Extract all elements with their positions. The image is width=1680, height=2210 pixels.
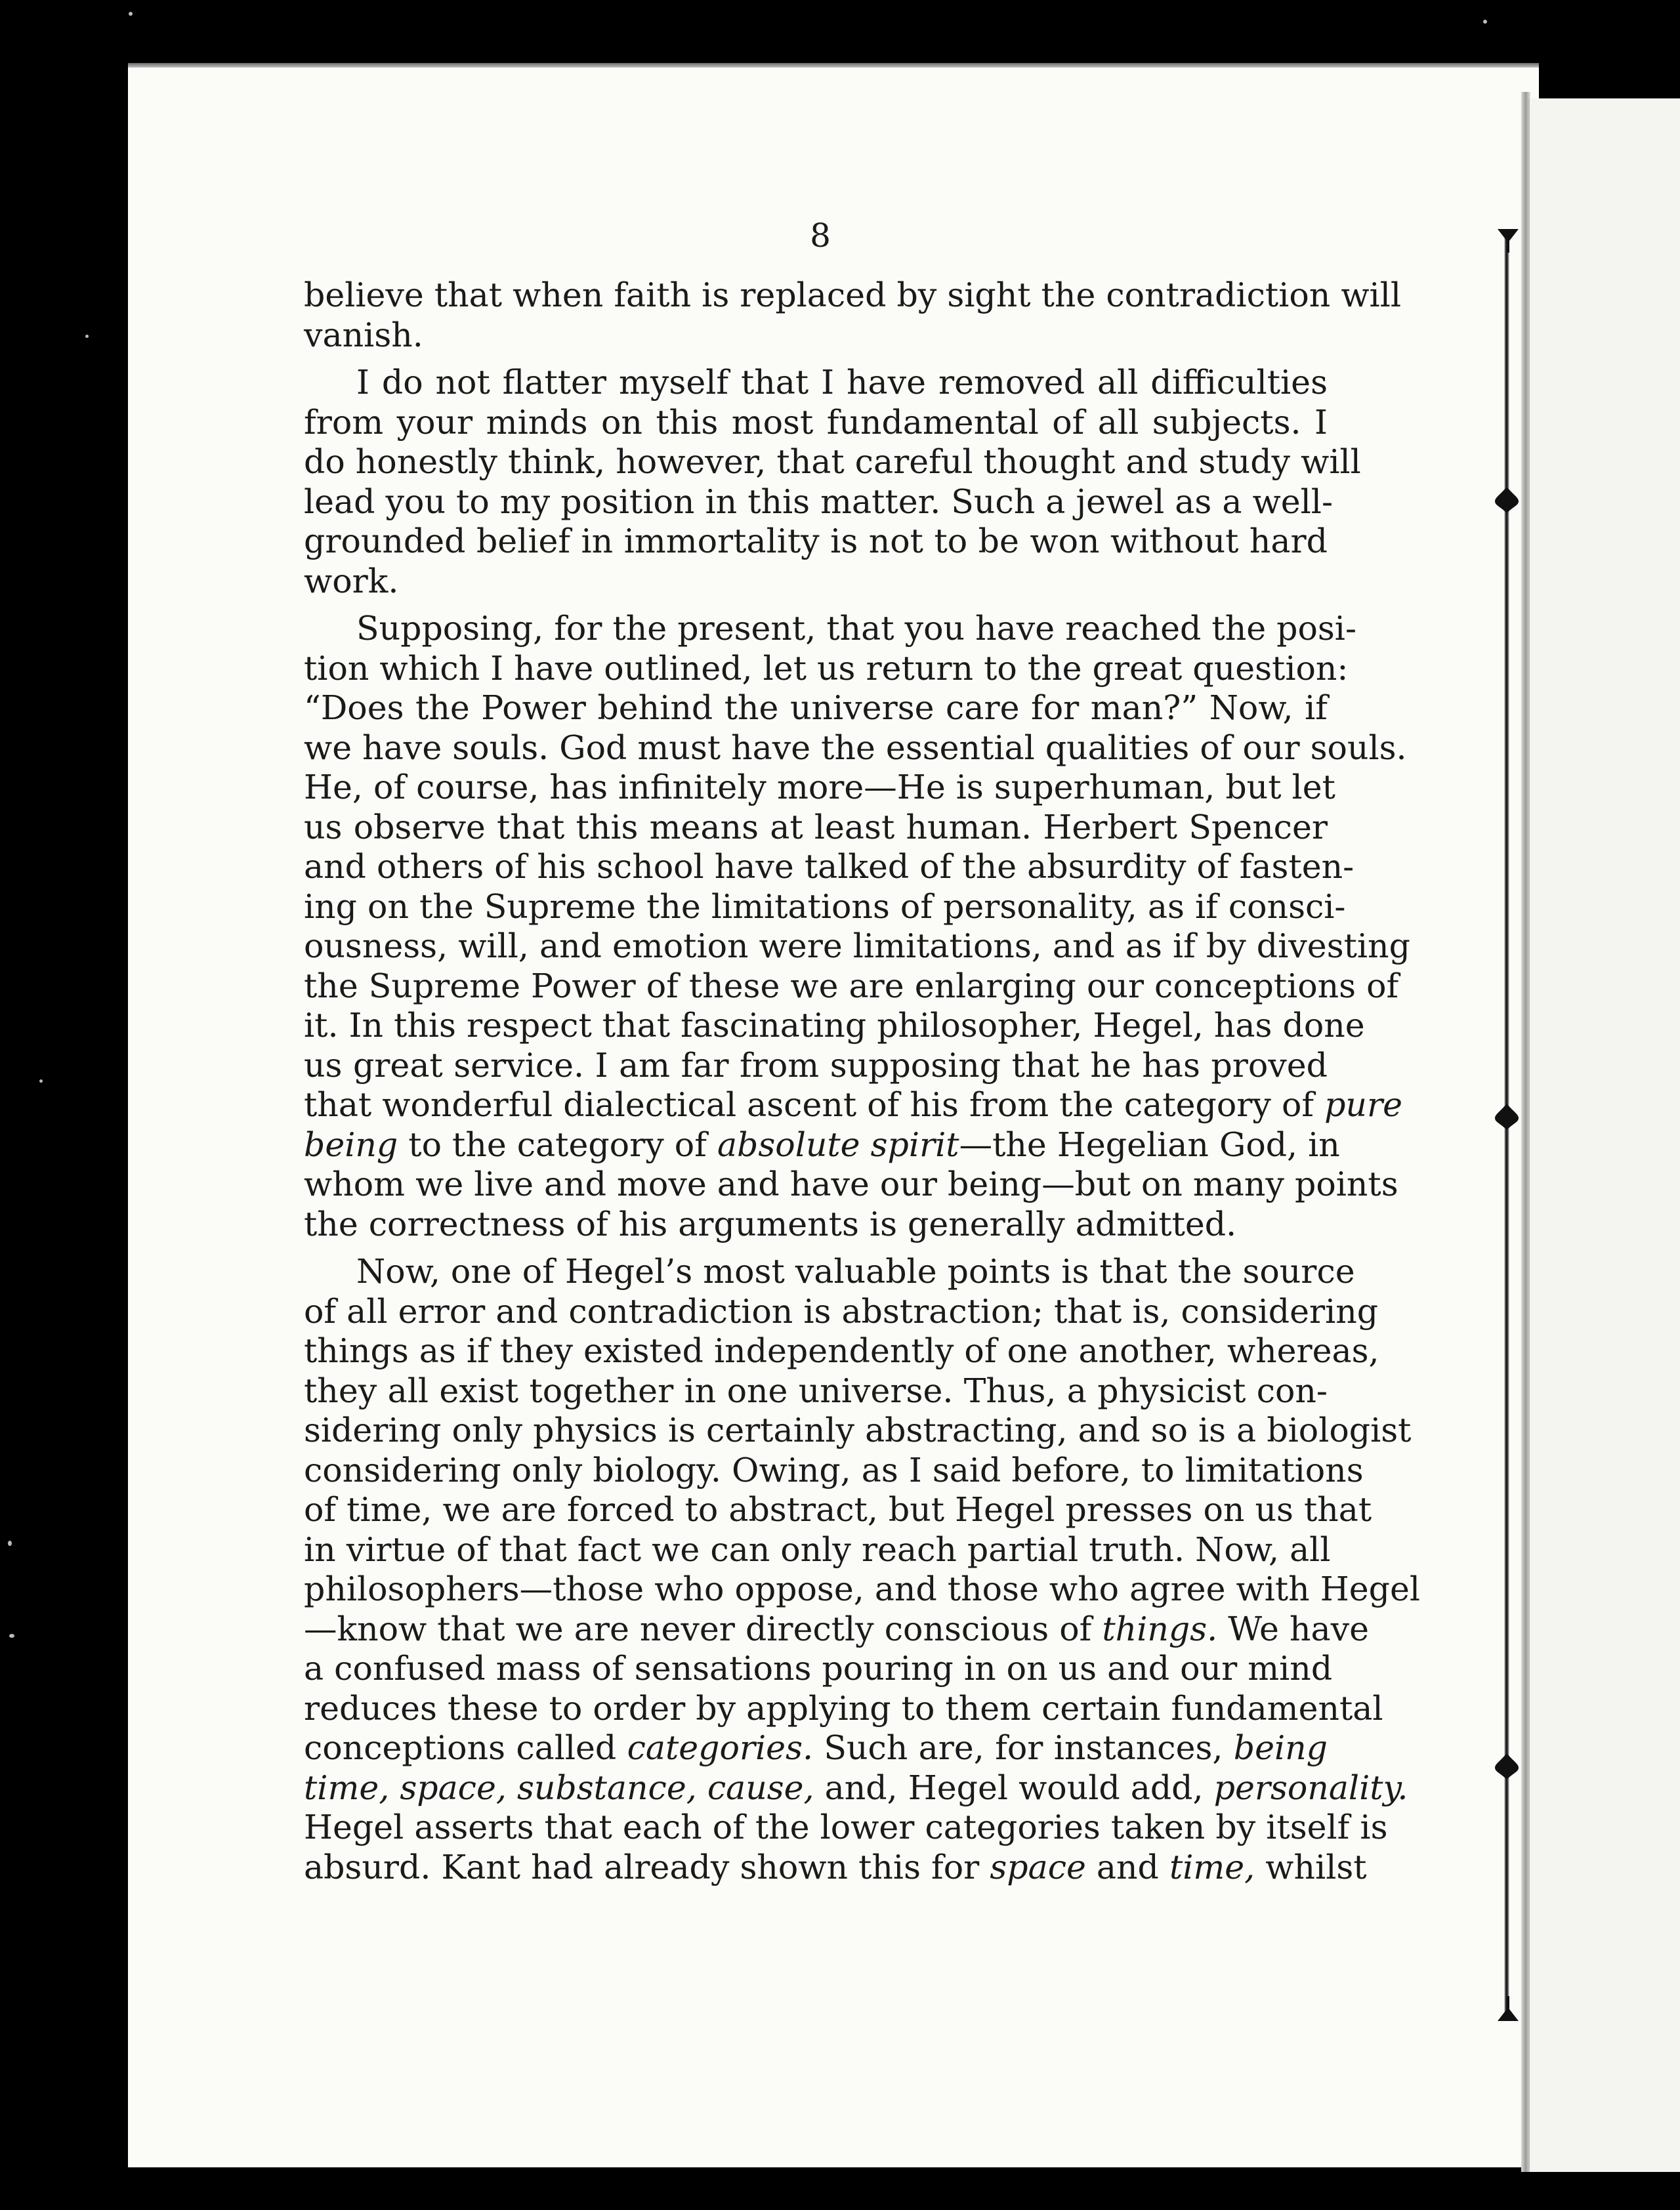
text-line — [304, 1046, 1328, 1086]
text-line — [304, 316, 1328, 356]
italic-text: space — [990, 1847, 1086, 1887]
text-line — [304, 688, 1328, 728]
text-run: and — [1085, 1847, 1169, 1887]
text-line — [304, 1768, 1408, 1808]
text-run: vanish. — [304, 315, 423, 354]
binding-knot — [1494, 1102, 1520, 1131]
text-run: from your minds on this most fundamental of all subjects. I — [304, 402, 1328, 442]
italic-text: personality. — [1213, 1768, 1408, 1807]
text-run: things as if they existed independently of one another, whereas, — [304, 1331, 1379, 1370]
text-run: grounded belief in immortality is not to be won without hard — [304, 522, 1328, 560]
text-line — [304, 1165, 1398, 1205]
text-line — [304, 442, 1361, 482]
body-text — [304, 217, 1421, 1895]
italic-text: time, space, substance, cause, — [304, 1768, 814, 1807]
scan-dust-speck — [129, 12, 133, 16]
text-run: they all exist together in one universe. Thus, a physicist con- — [304, 1371, 1328, 1410]
text-run: Supposing, for the present, that you have reached the posi- — [356, 609, 1357, 648]
text-run: work. — [304, 561, 399, 600]
text-line — [304, 562, 1328, 602]
text-line — [304, 648, 1349, 689]
text-line — [304, 1252, 1355, 1292]
scan-dust-speck — [39, 1079, 43, 1083]
text-line — [304, 1490, 1372, 1530]
text-run: whom we live and move and have our being—but on many points — [304, 1165, 1398, 1203]
binding-knot — [1494, 486, 1520, 514]
text-run: sidering only physics is certainly abstracting, and so is a biologist — [304, 1411, 1412, 1449]
text-line — [304, 1371, 1328, 1411]
text-line — [304, 1649, 1333, 1689]
text-run: it. In this respect that fascinating philosopher, Hegel, has done — [304, 1006, 1365, 1045]
text-run: to the category of — [398, 1125, 717, 1164]
text-run: do honestly think, however, that careful thought and study will — [304, 442, 1361, 481]
text-line — [304, 1450, 1364, 1491]
text-line — [304, 482, 1334, 522]
scan-dust-speck — [1483, 20, 1487, 24]
text-run: He, of course, has infinitely more—He is superhuman, but let — [304, 768, 1335, 806]
text-line — [304, 847, 1354, 887]
scan-dust-speck — [85, 335, 89, 338]
italic-text: absolute spirit — [717, 1125, 959, 1164]
text-run: and, Hegel would add, — [814, 1768, 1214, 1807]
text-run: ing on the Supreme the limitations of personality, as if consci- — [304, 886, 1346, 926]
binding-knot — [1494, 1752, 1520, 1781]
text-line — [304, 1331, 1379, 1371]
italic-text: time, — [1169, 1847, 1255, 1887]
text-run: —know that we are never directly conscious of — [304, 1609, 1102, 1648]
text-line — [304, 1291, 1379, 1332]
text-run: of all error and contradiction is abstraction; that is, considering — [304, 1291, 1379, 1331]
text-line — [304, 1085, 1402, 1125]
text-run: and others of his school have talked of the absurdity of fasten- — [304, 847, 1354, 886]
text-run: lead you to my position in this matter. Such a jewel as a well- — [304, 482, 1334, 521]
text-line — [304, 1808, 1388, 1848]
text-line — [304, 1609, 1369, 1650]
text-run: whilst — [1255, 1847, 1367, 1887]
text-run: that wonderful dialectical ascent of his from the category of — [304, 1085, 1325, 1124]
text-line — [304, 1006, 1365, 1046]
scan-dust-speck — [8, 1541, 12, 1546]
text-run: believe that when faith is replaced by sight the contradiction will — [304, 276, 1401, 314]
text-run: philosophers—those who oppose, and those who agree with Hegel — [304, 1570, 1421, 1608]
text-line — [304, 1411, 1412, 1451]
binding-knot — [1495, 226, 1521, 255]
italic-text: being — [304, 1125, 398, 1164]
italic-text: categories. — [627, 1728, 814, 1767]
text-run: ousness, will, and emotion were limitations, and as if by divesting — [304, 927, 1410, 965]
text-run: conceptions called — [304, 1728, 627, 1767]
text-line — [304, 363, 1328, 403]
italic-text: pure — [1324, 1085, 1402, 1124]
text-run: Such are, for instances, — [813, 1728, 1234, 1767]
paragraph — [304, 276, 1401, 355]
text-line — [304, 276, 1401, 316]
facing-page-strip — [1528, 98, 1680, 2172]
text-run: the correctness of his arguments is generally admitted. — [304, 1204, 1237, 1243]
text-line — [304, 966, 1399, 1007]
text-run: a confused mass of sensations pouring in on us and our mind — [304, 1649, 1333, 1688]
text-line — [304, 886, 1346, 927]
text-line — [304, 1205, 1328, 1245]
text-line — [304, 1688, 1383, 1729]
text-run: we have souls. God must have the essential qualities of our souls. — [304, 728, 1407, 767]
text-line — [304, 609, 1357, 649]
page-number: 8 — [810, 217, 831, 255]
text-run: considering only biology. Owing, as I said before, to limitations — [304, 1450, 1364, 1490]
text-run: I do not flatter myself that I have removed all difficulties — [356, 363, 1328, 402]
text-run: of time, we are forced to abstract, but Hegel presses on us that — [304, 1490, 1372, 1529]
text-run: absurd. Kant had already shown this for — [304, 1847, 990, 1887]
text-line — [304, 1847, 1367, 1888]
text-line — [304, 1570, 1421, 1610]
text-run: tion which I have outlined, let us return to the great question: — [304, 648, 1349, 688]
text-run: us observe that this means at least human. Herbert Spencer — [304, 807, 1328, 846]
paragraph — [304, 1252, 1421, 1887]
italic-text: being — [1233, 1728, 1328, 1767]
text-run: us great service. I am far from supposing that he has proved — [304, 1045, 1328, 1085]
text-line — [304, 403, 1328, 443]
text-line — [304, 1125, 1340, 1165]
text-line — [304, 1728, 1328, 1768]
text-run: in virtue of that fact we can only reach partial truth. Now, all — [304, 1530, 1331, 1569]
text-line — [304, 768, 1335, 808]
text-run: “Does the Power behind the universe care for man?” Now, if — [304, 688, 1328, 727]
text-line — [304, 728, 1407, 768]
text-line — [304, 808, 1328, 848]
text-run: Hegel asserts that each of the lower categories taken by itself is — [304, 1808, 1388, 1846]
text-run: —the Hegelian God, in — [959, 1125, 1340, 1164]
italic-text: things. — [1102, 1609, 1218, 1648]
text-run: reduces these to order by applying to them certain fundamental — [304, 1688, 1383, 1728]
text-line — [304, 522, 1328, 562]
paragraph — [304, 363, 1361, 601]
text-line — [304, 927, 1410, 967]
text-run: Now, one of Hegel’s most valuable points is that the source — [356, 1252, 1355, 1291]
binding-knot — [1495, 1995, 1521, 2024]
scan-dust-speck — [9, 1634, 14, 1638]
text-run: We have — [1217, 1609, 1369, 1648]
text-line — [304, 1530, 1331, 1570]
paragraph — [304, 609, 1410, 1244]
text-run: the Supreme Power of these we are enlarging our conceptions of — [304, 966, 1399, 1005]
